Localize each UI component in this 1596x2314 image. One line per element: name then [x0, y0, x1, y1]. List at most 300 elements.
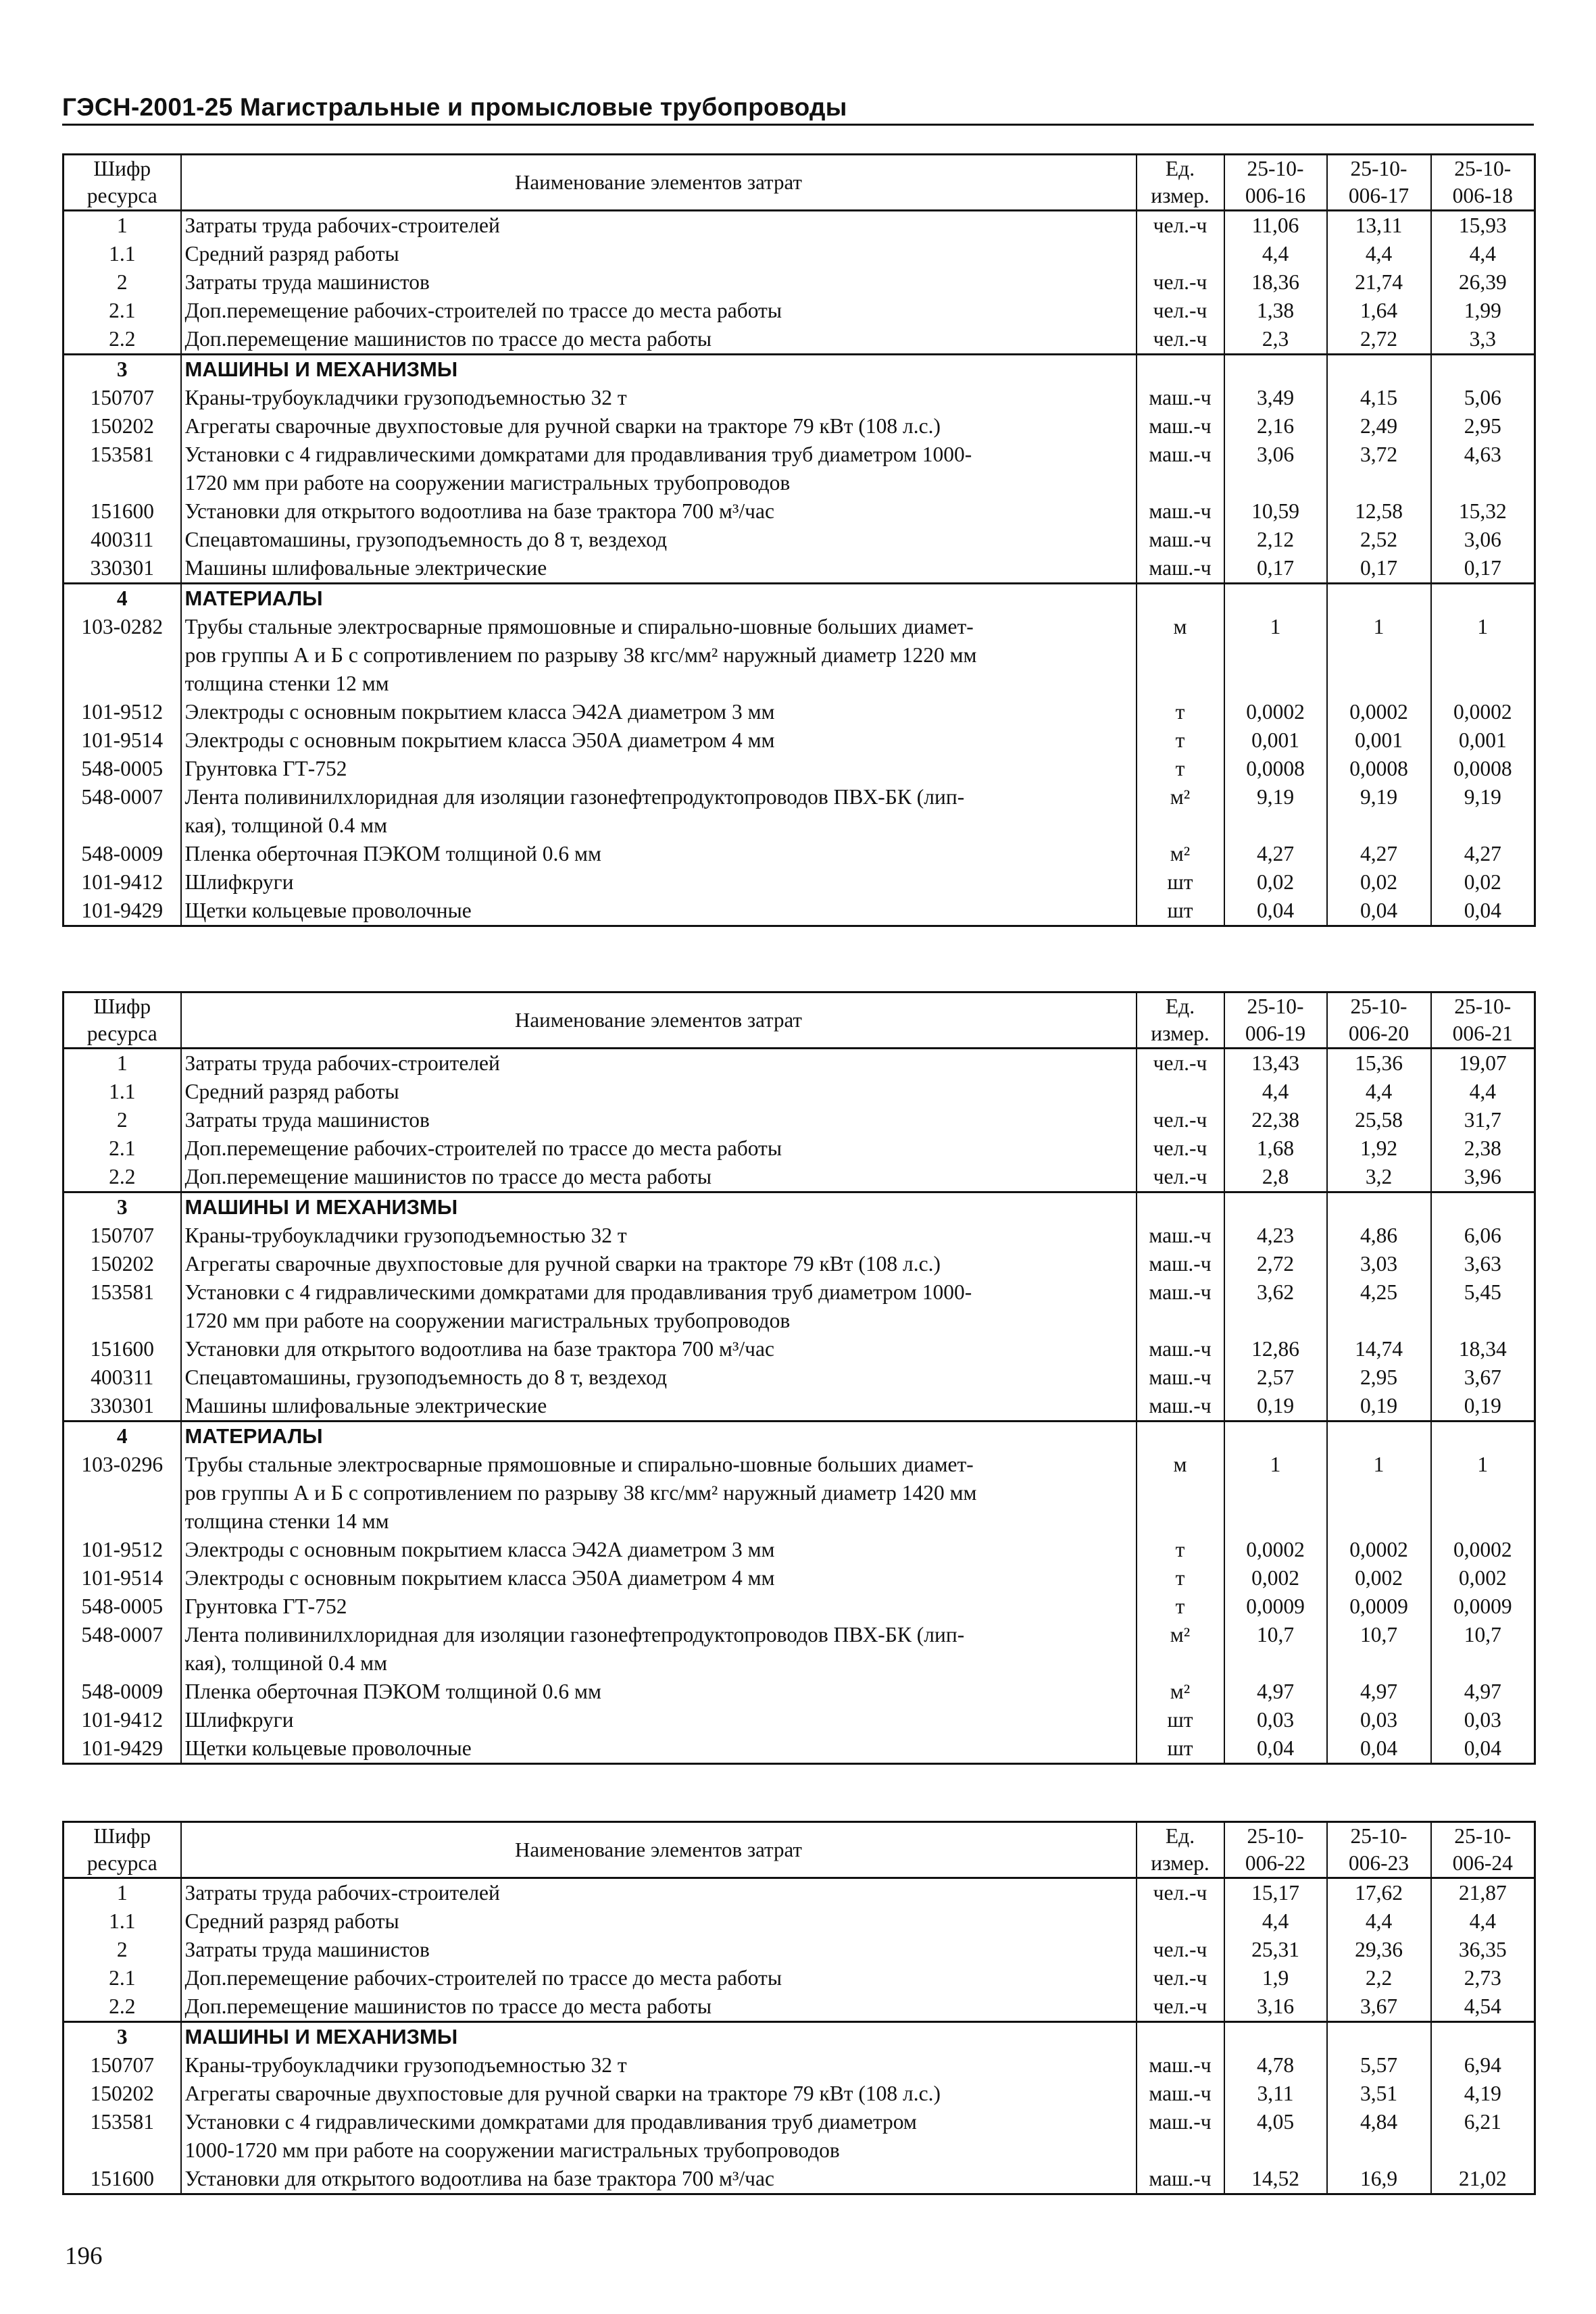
- text-line: Пленка оберточная ПЭКОМ толщиной 0.6 мм: [184, 1680, 601, 1703]
- norm-value: 9,19: [1327, 783, 1431, 840]
- cost-element-name: [181, 2051, 1137, 2080]
- cost-element-name: [181, 1536, 1137, 1564]
- cost-element-name: [181, 1078, 1137, 1106]
- table-row: [64, 1134, 1535, 1163]
- resource-code: 150202: [64, 412, 181, 441]
- table-row: [64, 1078, 1535, 1106]
- table-row: [64, 325, 1535, 355]
- norm-value: 0,19: [1224, 1392, 1327, 1422]
- norm-value: 4,63: [1464, 443, 1501, 466]
- norm-value: 10,59: [1224, 497, 1327, 526]
- unit-of-measure: т: [1137, 1564, 1224, 1592]
- table-row: [64, 1451, 1535, 1536]
- unit-of-measure: чел.-ч: [1137, 1964, 1224, 1992]
- table-row: [64, 755, 1535, 783]
- unit-of-measure: м²: [1137, 783, 1224, 840]
- text-line: Затраты труда машинистов: [184, 1108, 430, 1132]
- norm-value: 6,21: [1464, 2110, 1501, 2134]
- norm-value: 3,49: [1224, 384, 1327, 412]
- text-line: Спецавтомашины, грузоподъемность до 8 т, вездеход: [184, 528, 668, 551]
- norm-value: 13,11: [1327, 211, 1431, 241]
- norm-value: 4,23: [1224, 1222, 1327, 1250]
- resource-code: 4: [64, 584, 181, 613]
- table-row: [64, 1964, 1535, 1992]
- norm-value: 25,58: [1327, 1106, 1431, 1134]
- unit-of-measure: чел.-ч: [1137, 1992, 1224, 2022]
- header-code-line2: ресурса: [86, 184, 157, 207]
- resource-code: 3: [64, 355, 181, 384]
- resource-code: 150707: [64, 384, 181, 412]
- norm-value: 3,16: [1224, 1992, 1327, 2022]
- norm-value: 4,97: [1224, 1678, 1327, 1706]
- norm-value: 16,9: [1327, 2165, 1431, 2194]
- text-line: Электроды с основным покрытием класса Э50А диаметром 4 мм: [184, 728, 775, 752]
- section-row: [64, 2022, 1535, 2052]
- resource-code: 330301: [64, 554, 181, 584]
- table-row: [64, 1592, 1535, 1621]
- norm-value: 2,16: [1224, 412, 1327, 441]
- text-line: 006-17: [1348, 184, 1410, 207]
- resource-code: 2.2: [64, 1163, 181, 1192]
- text-line: 006-22: [1245, 1851, 1306, 1875]
- norm-value: 0,0009: [1453, 1594, 1512, 1618]
- norm-value: 2,38: [1464, 1136, 1501, 1160]
- cost-element-name: [181, 1992, 1137, 2022]
- text-line: Грунтовка ГТ-752: [184, 757, 347, 780]
- text-line: Затраты труда рабочих-строителей: [184, 1881, 500, 1905]
- norm-value: 2,2: [1327, 1964, 1431, 1992]
- cost-element-name: [181, 268, 1137, 297]
- norm-value: 0,002: [1327, 1564, 1431, 1592]
- unit-of-measure: чел.-ч: [1137, 297, 1224, 325]
- norm-value: 14,52: [1224, 2165, 1327, 2194]
- unit-of-measure: [1137, 355, 1224, 384]
- norm-value: [1224, 1422, 1327, 1451]
- norm-value: 0,0008: [1453, 757, 1512, 780]
- header-norm-code: [1327, 155, 1431, 211]
- cost-element-name: [181, 2165, 1137, 2194]
- norm-value: 0,04: [1224, 1734, 1327, 1764]
- table-row: [64, 297, 1535, 325]
- header-code: [64, 992, 181, 1049]
- norm-value: 3,3: [1431, 325, 1535, 355]
- text-line: 006-16: [1245, 184, 1306, 207]
- text-line: Краны-трубоукладчики грузоподъемностью 32 т: [184, 2053, 627, 2077]
- text-line: Агрегаты сварочные двухпостовые для ручной сварки на тракторе 79 кВт (108 л.с.): [184, 1252, 941, 1276]
- text-line: Пленка оберточная ПЭКОМ толщиной 0.6 мм: [184, 842, 601, 865]
- norm-value: 4,4: [1469, 1909, 1496, 1933]
- norm-value: 4,4: [1327, 240, 1431, 268]
- unit-of-measure: м²: [1137, 1621, 1224, 1678]
- table-row: [64, 1106, 1535, 1134]
- cost-element-name: [181, 297, 1137, 325]
- text-line: толщина стенки 12 мм: [184, 672, 389, 695]
- norm-value: 1: [1327, 613, 1431, 698]
- resource-code: 101-9512: [64, 698, 181, 726]
- norm-value: 4,25: [1327, 1278, 1431, 1335]
- header-code-line1: Шифр: [93, 157, 151, 180]
- norm-value: 0,0009: [1224, 1592, 1327, 1621]
- norm-value: 5,45: [1464, 1280, 1501, 1304]
- table-row: [64, 441, 1535, 497]
- cost-element-name: [181, 1734, 1137, 1764]
- norm-value: 0,0002: [1327, 698, 1431, 726]
- unit-of-measure: [1137, 1078, 1224, 1106]
- norm-value: 0,19: [1431, 1392, 1535, 1422]
- norm-value: 15,36: [1327, 1049, 1431, 1078]
- norm-value: 10,7: [1327, 1621, 1431, 1678]
- cost-element-name: [181, 554, 1137, 584]
- text-line: Затраты труда машинистов: [184, 1938, 430, 1961]
- table-row: [64, 840, 1535, 868]
- cost-element-name: [181, 840, 1137, 868]
- text-line: ров группы А и Б с сопротивлением по разрыву 38 кгс/мм² наружный диаметр 1420 мм: [184, 1481, 977, 1505]
- norm-value: 9,19: [1224, 783, 1327, 840]
- norm-value: [1224, 584, 1327, 613]
- cost-element-name: [181, 783, 1137, 840]
- header-norm-code: [1224, 155, 1327, 211]
- unit-of-measure: т: [1137, 698, 1224, 726]
- table-row: [64, 1992, 1535, 2022]
- text-line: Доп.перемещение рабочих-строителей по трассе до места работы: [184, 1136, 782, 1160]
- cost-element-name: [181, 1907, 1137, 1936]
- text-line: 006-19: [1245, 1022, 1306, 1045]
- cost-element-name: [181, 1392, 1137, 1422]
- text-line: кая), толщиной 0.4 мм: [184, 813, 388, 837]
- resource-code: 2.2: [64, 1992, 181, 2022]
- text-line: 1720 мм при работе на сооружении магистральных трубопроводов: [184, 471, 791, 495]
- table-row: [64, 2051, 1535, 2080]
- norm-value: 3,67: [1327, 1992, 1431, 2022]
- unit-of-measure: маш.-ч: [1137, 1278, 1224, 1335]
- norm-value: 36,35: [1458, 1938, 1507, 1961]
- text-line: Щетки кольцевые проволочные: [184, 899, 472, 922]
- norm-value: [1431, 355, 1535, 384]
- cost-element-name: [181, 526, 1137, 554]
- text-line: 25-10-: [1350, 157, 1407, 180]
- resource-code: 1: [64, 1878, 181, 1908]
- norm-value: 4,4: [1469, 242, 1496, 266]
- table-row: [64, 1536, 1535, 1564]
- norm-value: 0,002: [1458, 1566, 1507, 1590]
- text-line: 25-10-: [1454, 995, 1512, 1018]
- unit-of-measure: маш.-ч: [1137, 2165, 1224, 2194]
- text-line: Затраты труда рабочих-строителей: [184, 213, 500, 237]
- norm-value: [1224, 1192, 1327, 1222]
- table-row: [64, 2108, 1535, 2165]
- unit-of-measure: маш.-ч: [1137, 1363, 1224, 1392]
- unit-of-measure: маш.-ч: [1137, 441, 1224, 497]
- text-line: 006-20: [1348, 1022, 1410, 1045]
- resource-code: 330301: [64, 1392, 181, 1422]
- cost-element-name: [181, 1564, 1137, 1592]
- page-number: 196: [65, 2242, 103, 2270]
- norm-value: 0,02: [1224, 868, 1327, 897]
- cost-table-1: [62, 153, 1534, 927]
- text-line: Электроды с основным покрытием класса Э42А диаметром 3 мм: [184, 1538, 775, 1561]
- text-line: 006-21: [1452, 1022, 1513, 1045]
- table-row: [64, 268, 1535, 297]
- norm-value: 4,4: [1224, 1078, 1327, 1106]
- unit-of-measure: чел.-ч: [1137, 1134, 1224, 1163]
- resource-code: 1.1: [64, 1078, 181, 1106]
- resource-code: 101-9412: [64, 868, 181, 897]
- text-line: МАШИНЫ И МЕХАНИЗМЫ: [184, 1195, 458, 1219]
- norm-value: 4,86: [1327, 1222, 1431, 1250]
- norm-value: [1327, 1192, 1431, 1222]
- text-line: Установки с 4 гидравлическими домкратами для продавливания труб диаметром 1000-: [184, 1280, 972, 1304]
- unit-of-measure: чел.-ч: [1137, 268, 1224, 297]
- header-rule: [62, 124, 1534, 126]
- norm-value: 1: [1327, 1451, 1431, 1536]
- resource-code: 101-9514: [64, 726, 181, 755]
- norm-value: 0,0002: [1453, 700, 1512, 724]
- table-row: [64, 897, 1535, 926]
- unit-of-measure: [1137, 1422, 1224, 1451]
- norm-value: 13,43: [1224, 1049, 1327, 1078]
- table-row: [64, 1734, 1535, 1764]
- norm-value: 6,06: [1464, 1224, 1501, 1247]
- text-line: Агрегаты сварочные двухпостовые для ручной сварки на тракторе 79 кВт (108 л.с.): [184, 2082, 941, 2105]
- cost-element-name: [181, 2080, 1137, 2108]
- resource-code: 3: [64, 2022, 181, 2052]
- cost-element-name: [181, 384, 1137, 412]
- text-line: Электроды с основным покрытием класса Э42А диаметром 3 мм: [184, 700, 775, 724]
- norm-value: 1: [1224, 1451, 1327, 1536]
- text-line: Установки для открытого водоотлива на базе трактора 700 м³/час: [184, 2167, 774, 2190]
- section-row: [64, 584, 1535, 613]
- text-line: 25-10-: [1454, 157, 1512, 180]
- text-line: Агрегаты сварочные двухпостовые для ручной сварки на тракторе 79 кВт (108 л.с.): [184, 414, 941, 438]
- cost-element-name: [181, 1250, 1137, 1278]
- cost-element-name: [181, 698, 1137, 726]
- cost-table: [62, 153, 1536, 927]
- table-row: [64, 1049, 1535, 1078]
- norm-value: 1: [1477, 615, 1489, 638]
- table-row: [64, 497, 1535, 526]
- table-row: [64, 412, 1535, 441]
- norm-value: 2,95: [1327, 1363, 1431, 1392]
- unit-of-measure: маш.-ч: [1137, 2108, 1224, 2165]
- table-row: [64, 240, 1535, 268]
- norm-value: 1,9: [1224, 1964, 1327, 1992]
- cost-element-name: [181, 240, 1137, 268]
- text-line: Лента поливинилхлоридная для изоляции газонефтепродуктопроводов ПВХ-БК (лип-: [184, 785, 965, 809]
- text-line: Шлифкруги: [184, 870, 294, 894]
- norm-value: 4,54: [1431, 1992, 1535, 2022]
- norm-value: 3,2: [1327, 1163, 1431, 1192]
- text-line: МАШИНЫ И МЕХАНИЗМЫ: [184, 2025, 458, 2048]
- text-line: Доп.перемещение машинистов по трассе до места работы: [184, 1994, 712, 2018]
- text-line: Краны-трубоукладчики грузоподъемностью 32 т: [184, 386, 627, 409]
- cost-element-name: [181, 897, 1137, 926]
- text-line: Средний разряд работы: [184, 1909, 399, 1933]
- cost-element-name: [181, 1592, 1137, 1621]
- unit-of-measure: м²: [1137, 840, 1224, 868]
- norm-value: [1224, 355, 1327, 384]
- norm-value: 3,06: [1464, 528, 1501, 551]
- cost-element-name: [181, 1964, 1137, 1992]
- norm-value: 0,03: [1464, 1708, 1501, 1732]
- norm-value: 4,19: [1464, 2082, 1501, 2105]
- text-line: Машины шлифовальные электрические: [184, 556, 547, 580]
- text-line: Затраты труда машинистов: [184, 270, 430, 294]
- unit-of-measure: [1137, 584, 1224, 613]
- resource-code: 4: [64, 1422, 181, 1451]
- unit-of-measure: т: [1137, 726, 1224, 755]
- text-line: 006-24: [1452, 1851, 1513, 1875]
- table-row: [64, 211, 1535, 241]
- norm-value: 3,96: [1431, 1163, 1535, 1192]
- resource-code: 548-0007: [64, 783, 181, 840]
- resource-code: 1: [64, 1049, 181, 1078]
- unit-of-measure: шт: [1137, 1734, 1224, 1764]
- cost-element-name: [181, 2108, 1137, 2165]
- resource-code: 101-9514: [64, 1564, 181, 1592]
- cost-element-name: [181, 1706, 1137, 1734]
- norm-value: 5,57: [1327, 2051, 1431, 2080]
- unit-of-measure: чел.-ч: [1137, 1049, 1224, 1078]
- cost-table: [62, 1821, 1536, 2195]
- unit-of-measure: чел.-ч: [1137, 325, 1224, 355]
- resource-code: 150707: [64, 2051, 181, 2080]
- norm-value: 0,17: [1327, 554, 1431, 584]
- resource-code: 150202: [64, 2080, 181, 2108]
- norm-value: 4,4: [1327, 1078, 1431, 1106]
- norm-value: 22,38: [1224, 1106, 1327, 1134]
- norm-value: [1327, 355, 1431, 384]
- text-line: 25-10-: [1454, 1824, 1512, 1848]
- norm-value: 29,36: [1327, 1936, 1431, 1964]
- table-row: [64, 1363, 1535, 1392]
- unit-of-measure: маш.-ч: [1137, 2051, 1224, 2080]
- unit-of-measure: чел.-ч: [1137, 1163, 1224, 1192]
- norm-value: 0,0002: [1224, 1536, 1327, 1564]
- norm-value: 1,92: [1327, 1134, 1431, 1163]
- header-unit: [1137, 992, 1224, 1049]
- cost-element-name: [181, 1278, 1137, 1335]
- norm-value: 0,04: [1224, 897, 1327, 926]
- resource-code: 2: [64, 268, 181, 297]
- unit-of-measure: [1137, 240, 1224, 268]
- unit-of-measure: маш.-ч: [1137, 1392, 1224, 1422]
- cost-element-name: [181, 755, 1137, 783]
- header-unit-line1: Ед.: [1165, 995, 1195, 1018]
- norm-value: 0,001: [1327, 726, 1431, 755]
- resource-code: 400311: [64, 526, 181, 554]
- norm-value: 26,39: [1458, 270, 1507, 294]
- norm-value: 3,62: [1224, 1278, 1327, 1335]
- norm-value: [1327, 2022, 1431, 2052]
- text-line: 1000-1720 мм при работе на сооружении магистральных трубопроводов: [184, 2138, 840, 2162]
- unit-of-measure: чел.-ч: [1137, 211, 1224, 241]
- norm-value: 0,17: [1224, 554, 1327, 584]
- text-line: 006-23: [1348, 1851, 1410, 1875]
- norm-value: 21,87: [1458, 1881, 1507, 1905]
- unit-of-measure: маш.-ч: [1137, 1222, 1224, 1250]
- unit-of-measure: [1137, 1907, 1224, 1936]
- text-line: Трубы стальные электросварные прямошовные и спирально-шовные больших диамет-: [184, 1453, 974, 1476]
- norm-value: 18,36: [1224, 268, 1327, 297]
- resource-code: 548-0009: [64, 1678, 181, 1706]
- header-name: Наименование элементов затрат: [181, 1822, 1137, 1878]
- resource-code: 548-0007: [64, 1621, 181, 1678]
- table-row: [64, 1250, 1535, 1278]
- resource-code: 153581: [64, 441, 181, 497]
- cost-table-3: [62, 1821, 1534, 2195]
- unit-of-measure: маш.-ч: [1137, 526, 1224, 554]
- resource-code: 153581: [64, 2108, 181, 2165]
- unit-of-measure: м: [1137, 613, 1224, 698]
- text-line: Доп.перемещение машинистов по трассе до места работы: [184, 327, 712, 351]
- norm-value: 18,34: [1458, 1337, 1507, 1361]
- table-row: [64, 1936, 1535, 1964]
- unit-of-measure: шт: [1137, 868, 1224, 897]
- cost-element-name: [181, 613, 1137, 698]
- unit-of-measure: маш.-ч: [1137, 1250, 1224, 1278]
- norm-value: 0,04: [1327, 897, 1431, 926]
- resource-code: 548-0009: [64, 840, 181, 868]
- norm-value: 15,32: [1458, 499, 1507, 523]
- header-code: [64, 155, 181, 211]
- norm-value: [1431, 2022, 1535, 2052]
- norm-value: 4,15: [1327, 384, 1431, 412]
- norm-value: 2,57: [1224, 1363, 1327, 1392]
- norm-value: 1,68: [1224, 1134, 1327, 1163]
- norm-value: 4,84: [1327, 2108, 1431, 2165]
- table-row: [64, 1564, 1535, 1592]
- table-row: [64, 783, 1535, 840]
- text-line: Доп.перемещение рабочих-строителей по трассе до места работы: [184, 299, 782, 322]
- norm-value: 0,0008: [1224, 755, 1327, 783]
- header-code-line1: Шифр: [93, 1824, 151, 1848]
- unit-of-measure: чел.-ч: [1137, 1106, 1224, 1134]
- text-line: Затраты труда рабочих-строителей: [184, 1051, 500, 1075]
- unit-of-measure: м: [1137, 1451, 1224, 1536]
- resource-code: 2.2: [64, 325, 181, 355]
- resource-code: 151600: [64, 497, 181, 526]
- header-norm-code: [1224, 1822, 1327, 1878]
- norm-value: 4,27: [1327, 840, 1431, 868]
- cost-element-name: [181, 584, 1137, 613]
- text-line: кая), толщиной 0.4 мм: [184, 1651, 388, 1675]
- header-code-line2: ресурса: [86, 1851, 157, 1875]
- norm-value: 0,04: [1464, 899, 1501, 922]
- norm-value: 12,86: [1224, 1335, 1327, 1363]
- cost-element-name: [181, 412, 1137, 441]
- norm-value: 2,3: [1224, 325, 1327, 355]
- norm-value: 4,4: [1224, 1907, 1327, 1936]
- norm-value: [1327, 1422, 1431, 1451]
- norm-value: [1431, 1192, 1535, 1222]
- resource-code: 2: [64, 1106, 181, 1134]
- cost-element-name: [181, 1878, 1137, 1908]
- resource-code: 548-0005: [64, 1592, 181, 1621]
- norm-value: 10,7: [1464, 1623, 1501, 1646]
- resource-code: 151600: [64, 1335, 181, 1363]
- text-line: Средний разряд работы: [184, 1080, 399, 1103]
- norm-value: 10,7: [1224, 1621, 1327, 1678]
- table-row: [64, 526, 1535, 554]
- norm-value: 4,4: [1469, 1080, 1496, 1103]
- norm-value: 4,27: [1224, 840, 1327, 868]
- cost-table: [62, 991, 1536, 1765]
- norm-value: 2,8: [1224, 1163, 1327, 1192]
- cost-element-name: [181, 1222, 1137, 1250]
- header-norm-code: [1327, 992, 1431, 1049]
- norm-value: 2,49: [1327, 412, 1431, 441]
- cost-element-name: [181, 1134, 1137, 1163]
